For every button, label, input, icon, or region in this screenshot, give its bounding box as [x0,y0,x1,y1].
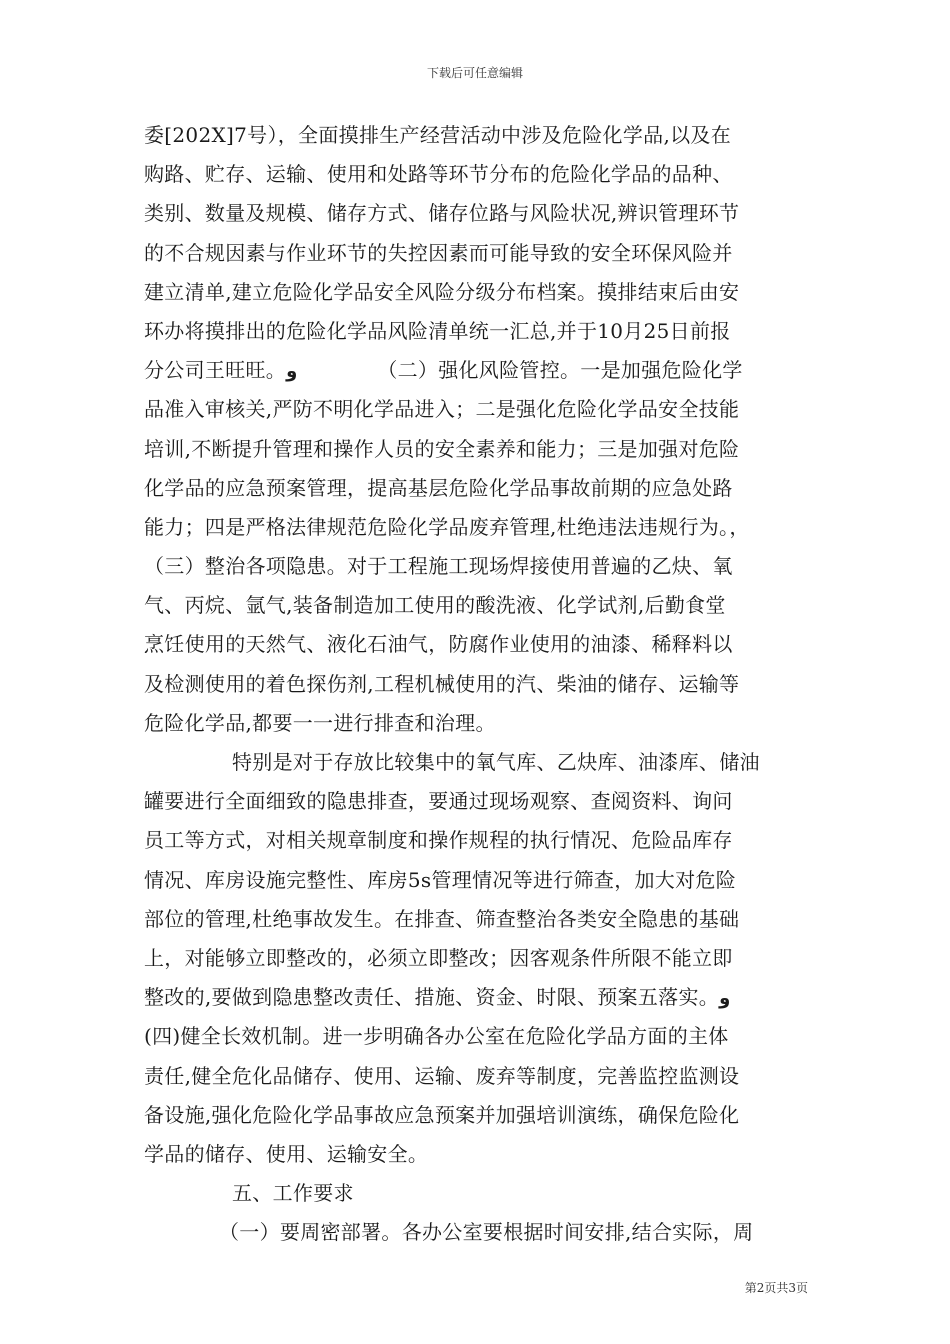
text-line: 上，对能够立即整改的，必须立即整改；因客观条件所限不能立即 [144,945,733,970]
text-line: 培训,不断提升管理和操作人员的安全素养和能力；三是加强对危险 [144,436,740,461]
stray-mark: و [719,988,731,1010]
text-line: 特别是对于存放比较集中的氧气库、乙炔库、油漆库、储油 [232,750,760,774]
text-line: 化学品的应急预案管理，提高基层危险化学品事故前期的应急处路 [144,475,733,500]
page-number: 第2页共3页 [744,1281,808,1295]
text-line: 学品的储存、使用、运输安全。 [144,1141,429,1166]
text-fragment: 整改的,要做到隐患整改责任、措施、资金、时限、预案五落实。 [144,985,720,1010]
text-line: 烹饪使用的天然气、液化石油气，防腐作业使用的油漆、稀释料以 [144,632,733,657]
text-line: 环办将摸排出的危险化学品风险清单统一汇总,并于10月25日前报 [144,318,731,343]
text-line: 罐要进行全面细致的隐患排查，要通过现场观察、查阅资料、询问 [144,789,733,814]
text-line: 部位的管理,杜绝事故发生。在排查、筛查整治各类安全隐患的基础 [144,906,740,931]
text-line: （三）整治各项隐患。对于工程施工现场焊接使用普遍的乙炔、氧 [144,554,733,579]
text-line: 备设施,强化危险化学品事故应急预案并加强培训演练，确保危险化 [144,1102,740,1127]
text-fragment: 分公司王旺旺。 [144,358,287,383]
header-note: 下载后可任意编辑 [426,66,523,80]
text-line: 责任,健全危化品储存、使用、运输、废弃等制度，完善监控监测设 [144,1063,740,1088]
text-line: 的不合规因素与作业环节的失控因素而可能导致的安全环保风险并 [144,240,733,265]
text-line: 气、丙烷、氩气,装备制造加工使用的酸洗液、化学试剂,后勤食堂 [144,593,726,618]
text-line: （一）要周密部署。各办公室要根据时间安排,结合实际，周 [219,1220,754,1245]
stray-mark: و [286,361,298,383]
text-line [144,978,808,1017]
text-line: 及检测使用的着色探伤剂,工程机械使用的汽、柴油的储存、运输等 [144,671,740,696]
text-line: 危险化学品,都要一一进行排查和治理。 [144,710,496,735]
text-line: 建立清单,建立危险化学品安全风险分级分布档案。摸排结束后由安 [144,279,740,304]
document-body [144,116,808,1252]
text-line: 委[202X]7号），全面摸排生产经营活动中涉及危险化学品,以及在 [144,123,731,147]
text-line [144,351,808,390]
text-line: 情况、库房设施完整性、库房5s管理情况等进行筛查，加大对危险 [144,867,736,892]
text-line: 类别、数量及规模、储存方式、储存位路与风险状况,辨识管理环节 [144,201,740,226]
text-line: 能力；四是严格法律规范危险化学品废弃管理,杜绝违法违规行为。， [144,514,750,539]
text-line: 品准入审核关,严防不明化学品进入；二是强化危险化学品安全技能 [144,397,740,422]
text-line: 购路、贮存、运输、使用和处路等环节分布的危险化学品的品种、 [144,162,733,187]
text-line: (四)健全长效机制。进一步明确各办公室在危险化学品方面的主体 [144,1024,729,1049]
text-line: 员工等方式，对相关规章制度和操作规程的执行情况、危险品库存 [144,828,733,853]
section-heading: 五、工作要求 [232,1181,354,1206]
text-fragment: （二）强化风险管控。一是加强危险化学 [377,358,743,383]
